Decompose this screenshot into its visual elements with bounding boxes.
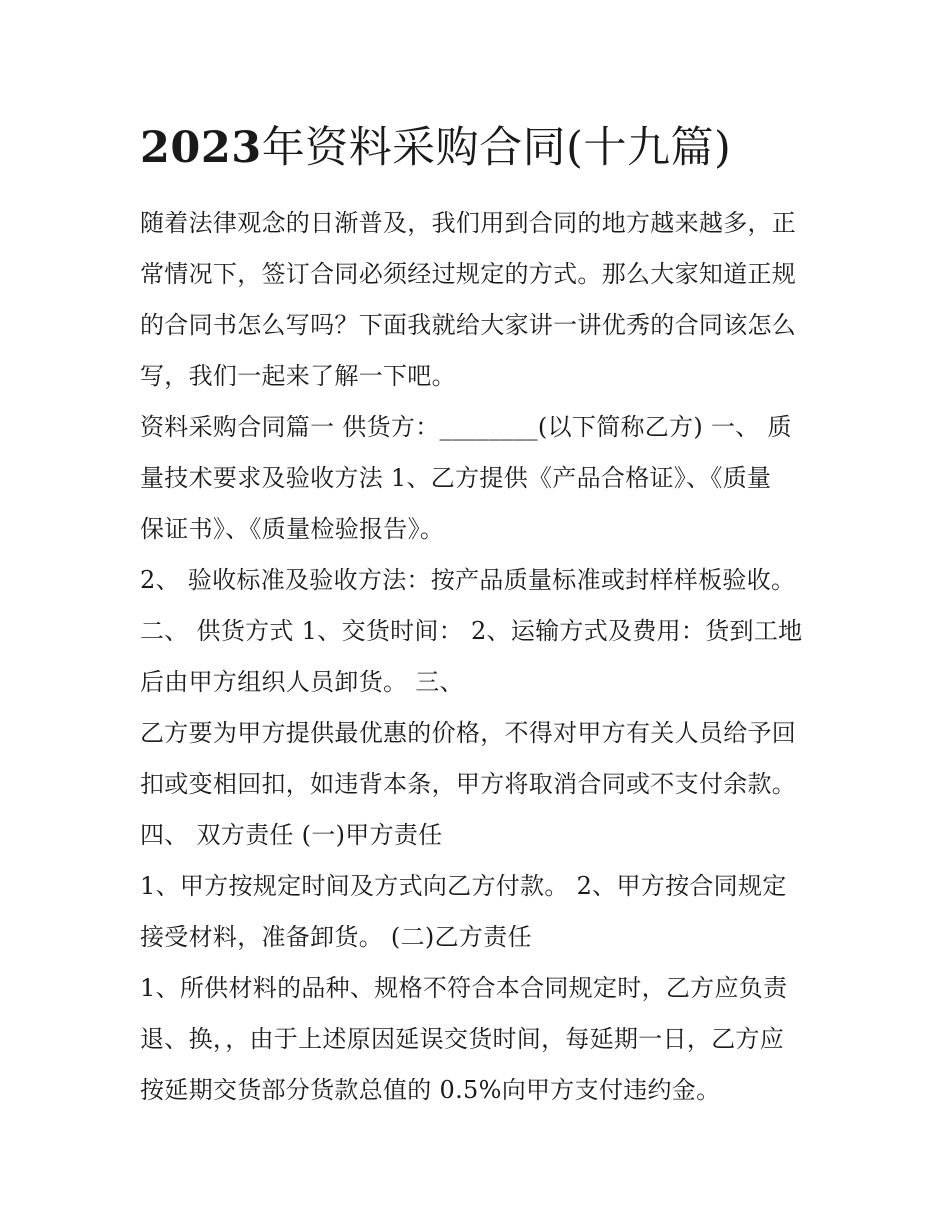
body-line: 2、 验收标准及验收方法：按产品质量标准或封样样板验收。 (140, 566, 796, 594)
title-year: 2023 (140, 123, 262, 173)
body-line: 量技术要求及验收方法 1、乙方提供《产品合格证》、《质量 (140, 464, 772, 492)
body-line: 1、所供材料的品种、规格不符合本合同规定时，乙方应负责 (140, 974, 788, 1002)
body-line: 扣或变相回扣，如违背本条，甲方将取消合同或不支付余款。 (140, 770, 797, 798)
document-body (140, 198, 820, 1116)
body-line: 1、甲方按规定时间及方式向乙方付款。 2、甲方按合同规定 (140, 872, 787, 900)
body-line: 保证书》、《质量检验报告》。 (140, 515, 445, 543)
body-line: 随着法律观念的日渐普及，我们用到合同的地方越来越多，正 (140, 209, 797, 237)
body-line: 后由甲方组织人员卸货。 三、 (140, 668, 464, 696)
document-title (140, 118, 840, 178)
body-line: 写，我们一起来了解一下吧。 (140, 362, 456, 390)
body-line: 四、 双方责任 (一)甲方责任 (140, 821, 443, 849)
body-line: 常情况下，签订合同必须经过规定的方式。那么大家知道正规 (140, 260, 797, 288)
body-line: 的合同书怎么写吗？下面我就给大家讲一讲优秀的合同该怎么 (140, 311, 797, 339)
body-line: 按延期交货部分货款总值的 0.5%向甲方支付违约金。 (140, 1076, 721, 1104)
body-line: 退、换，，由于上述原因延误交货时间，每延期一日，乙方应 (140, 1025, 785, 1053)
body-line: 乙方要为甲方提供最优惠的价格，不得对甲方有关人员给予回 (140, 719, 797, 747)
body-line: 二、 供货方式 1、交货时间： 2、运输方式及费用：货到工地 (140, 617, 803, 645)
body-line: 接受材料，准备卸货。 (二)乙方责任 (140, 923, 532, 951)
title-text: 年资料采购合同(十九篇) (261, 123, 732, 173)
body-line: 资料采购合同篇一 供货方：________(以下简称乙方) 一、 质 (140, 413, 792, 441)
